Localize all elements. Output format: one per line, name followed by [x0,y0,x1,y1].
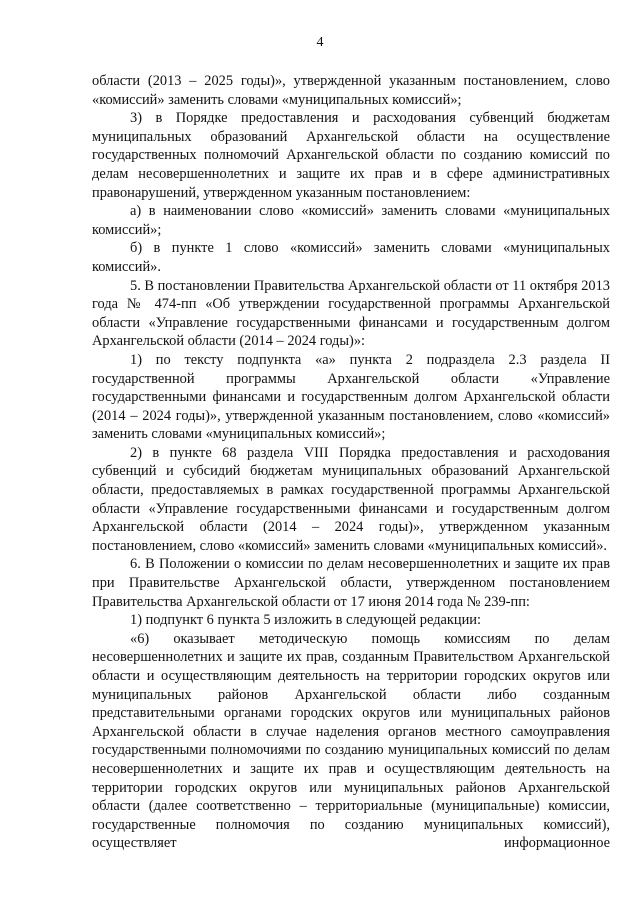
paragraph: 3) в Порядке предоставления и расходования субвенций бюджетам муниципальных образований Архангельской области на осуществление государственных полномочий Архангельской области по созданию комиссий по делам несовершеннолетних и защите их прав и в сфере административных правонарушений, утвержденном указанным постановлением: [92,110,610,201]
paragraph: 6. В Положении о комиссии по делам несовершеннолетних и защите их прав при Правительстве Архангельской области, утвержденном постановлением Правительства Архангельской области от 17 июня 2014 года № 239-пп: [92,556,610,610]
paragraph: 5. В постановлении Правительства Архангельской области от 11 октября 2013 года № 474-пп «Об утверждении государственной программы Архангельской области «Управление государственными финансами и государственным долгом Архангельской области (2014 – 2024 годы)»: [92,277,610,350]
document-body [92,72,610,853]
paragraph: «6) оказывает методическую помощь комиссиям по делам несовершеннолетних и защите их прав, созданным Правительством Архангельской области и осуществляющим деятельность на территории городских округов или муниципальных районов Архангельской области либо созданным представительными органами городских округов или муниципальных районов Архангельской области в случае наделения органов местного самоуправления государственными полномочиями по созданию муниципальных комиссий по делам несовершеннолетних и защите их прав и осуществляющим деятельность на территории городских округов или муниципальных районов Архангельской области (далее соответственно – территориальные (муниципальные) комиссии, государственные полномочия по созданию муниципальных комиссий), осуществляет информационное [92,630,610,852]
paragraph: 2) в пункте 68 раздела VIII Порядка предоставления и расходования субвенций и субсидий бюджетам муниципальных образований Архангельской области, предоставляемых в рамках государственной программы Архангельской области «Управление государственными финансами и государственным долгом Архангельской области (2014 – 2024 годы)», утвержденном указанным постановлением, слово «комиссий» заменить словами «муниципальных комиссий». [92,444,610,554]
paragraph: области (2013 – 2025 годы)», утвержденной указанным постановлением, слово «комиссий» заменить словами «муниципальных комиссий»; [92,73,610,108]
paragraph: а) в наименовании слово «комиссий» заменить словами «муниципальных комиссий»; [92,203,610,238]
page-number: 4 [316,35,324,50]
paragraph: б) в пункте 1 слово «комиссий» заменить словами «муниципальных комиссий». [92,240,610,275]
paragraph: 1) по тексту подпункта «а» пункта 2 подраздела 2.3 раздела II государственной программы Архангельской области «Управление государственными финансами и государственным долгом Архангельской области (2014 – 2024 годы)», утвержденной указанным постановлением, слово «комиссий» заменить словами «муниципальных комиссий»; [92,351,610,443]
paragraph: 1) подпункт 6 пункта 5 изложить в следующей редакции: [130,612,481,629]
